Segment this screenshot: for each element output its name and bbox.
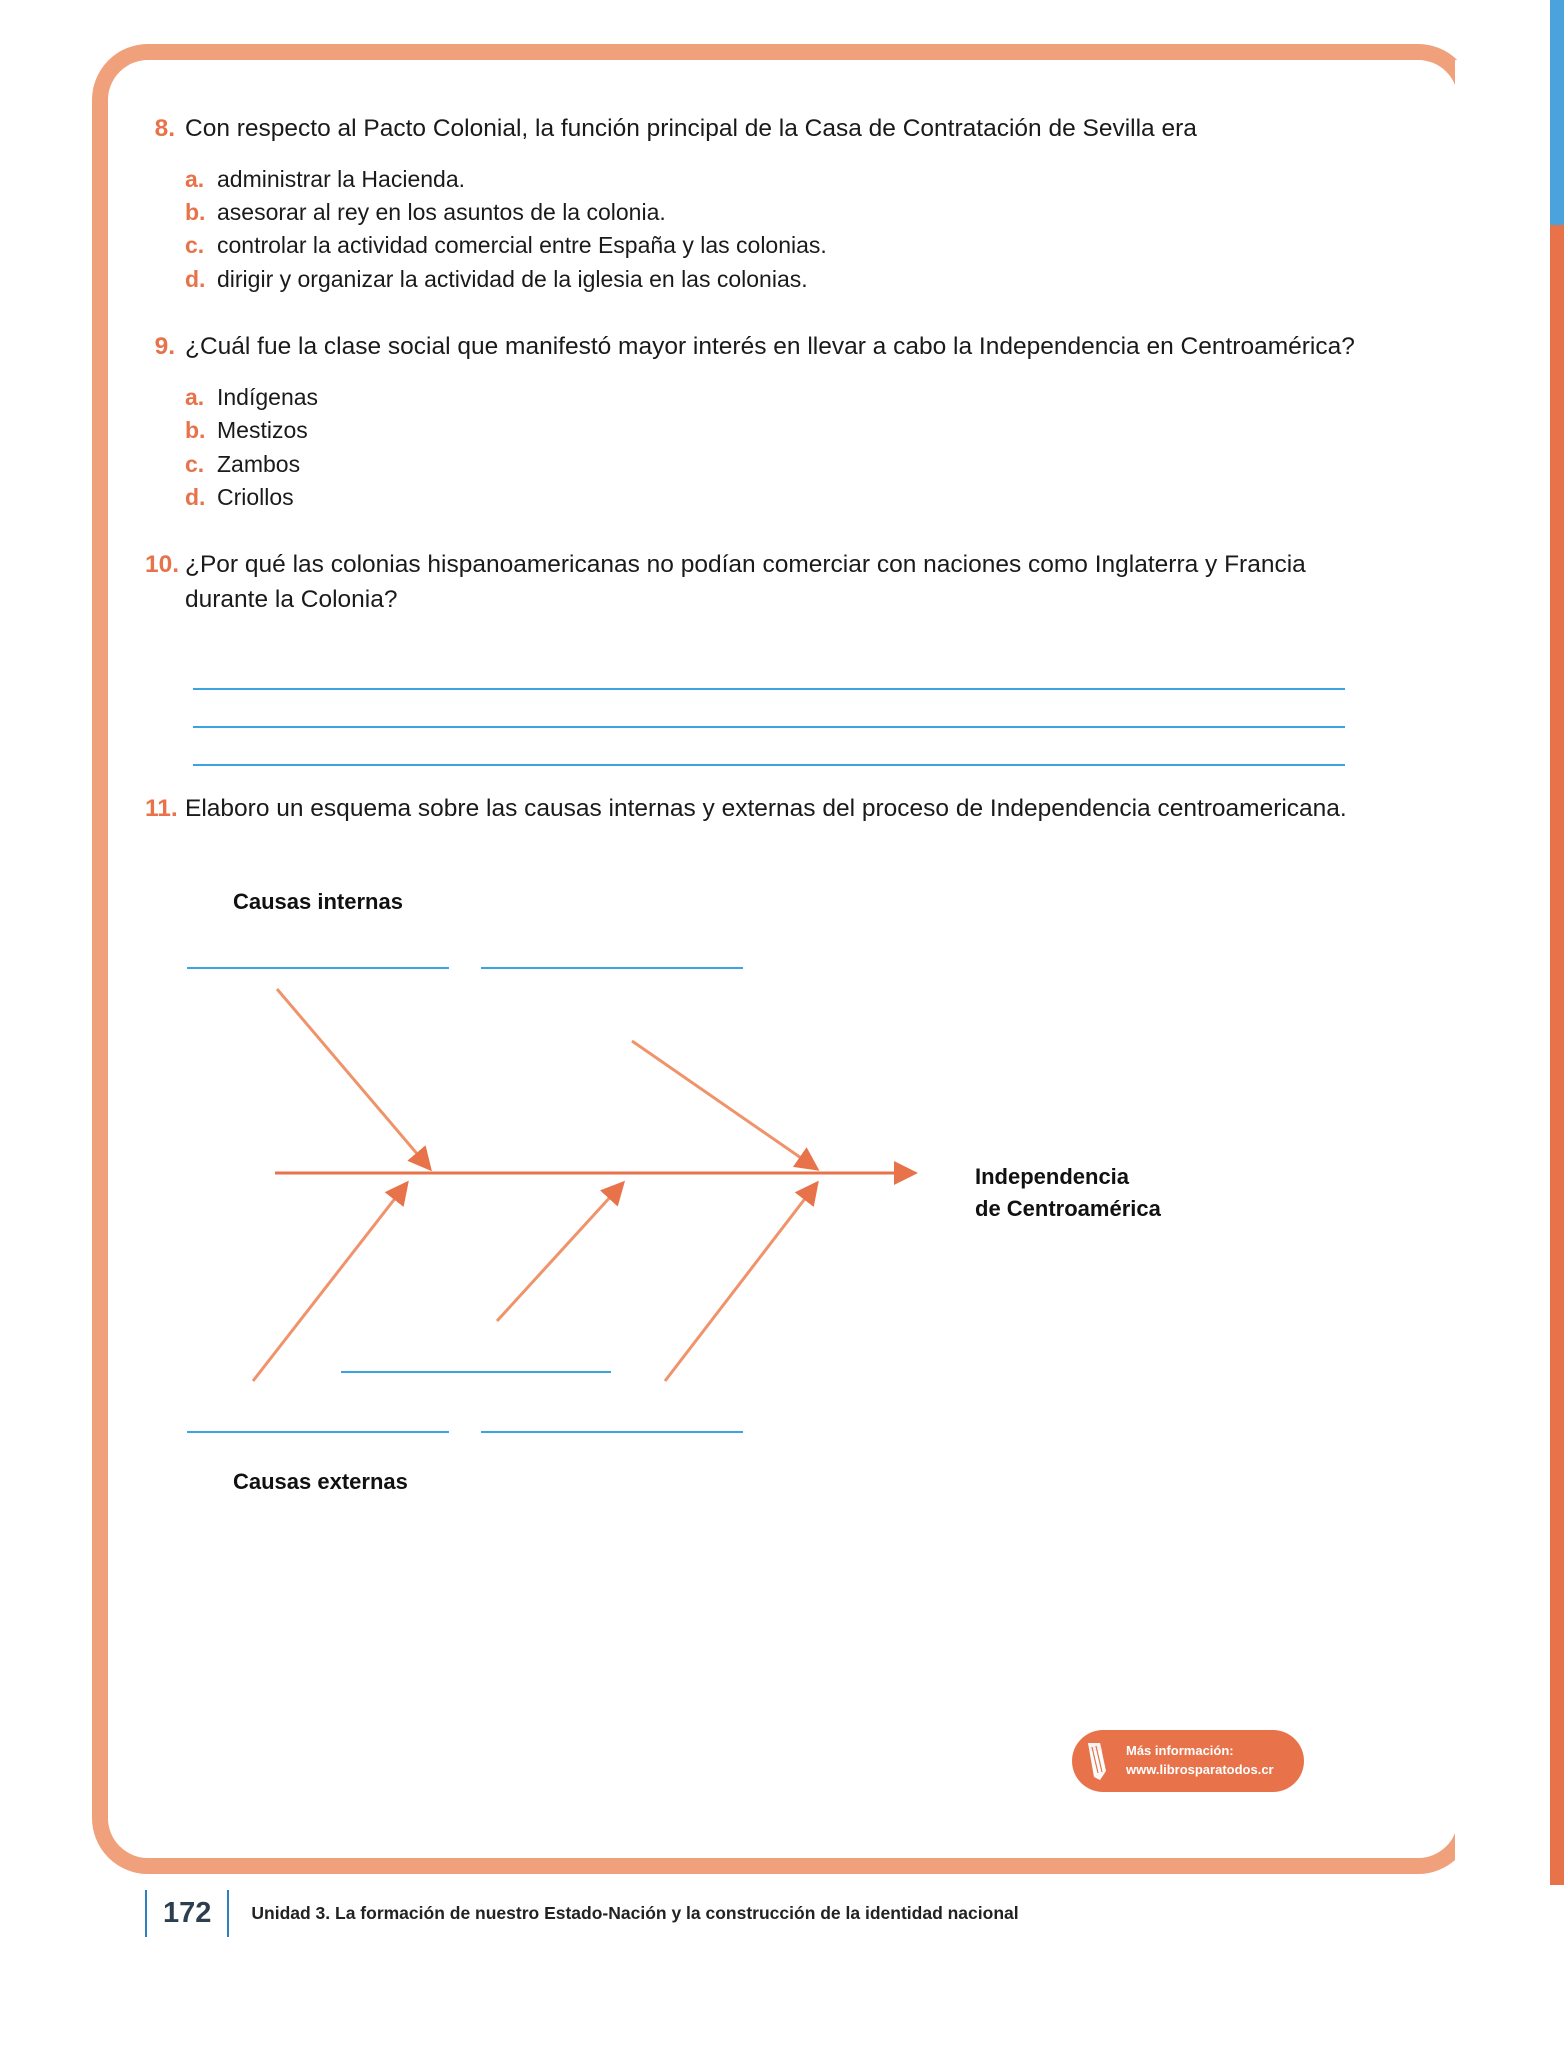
option-item[interactable] [185, 163, 1390, 196]
diagram-blank-line[interactable] [187, 967, 449, 969]
question-text: Con respecto al Pacto Colonial, la función principal de la Casa de Contratación de Sevilla era [185, 115, 1197, 142]
badge-line1: Más información: [1126, 1743, 1234, 1759]
answer-line[interactable] [193, 690, 1345, 728]
option-text: controlar la actividad comercial entre España y las colonias. [217, 232, 827, 259]
label-causas-externas: Causas externas [233, 1468, 408, 1494]
more-info-badge[interactable] [1072, 1730, 1304, 1792]
option-item[interactable] [185, 229, 1390, 262]
option-letter: a. [185, 165, 205, 192]
question-number: 8. [154, 115, 175, 142]
answer-lines-10 [193, 652, 1345, 766]
option-item[interactable] [185, 263, 1390, 296]
option-item[interactable] [185, 448, 1390, 481]
option-text: asesorar al rey en los asuntos de la colonia. [217, 199, 666, 226]
frame-mask [1455, 60, 1485, 1860]
option-item[interactable] [185, 196, 1390, 229]
answer-line[interactable] [193, 652, 1345, 690]
question-text: ¿Por qué las colonias hispanoamericanas no podían comerciar con naciones como Inglaterra y Francia durante la Colonia? [185, 551, 1306, 614]
edge-tab-orange [1550, 225, 1564, 1885]
page-footer [145, 1890, 1019, 1937]
option-text: dirigir y organizar la actividad de la iglesia en las colonias. [217, 265, 808, 292]
option-letter: d. [185, 265, 206, 292]
label-result-line2: de Centroamérica [975, 1195, 1161, 1221]
option-text: administrar la Hacienda. [217, 165, 466, 192]
option-letter: c. [185, 232, 205, 259]
answer-line[interactable] [193, 728, 1345, 766]
question-11 [145, 792, 1390, 827]
question-text: Elaboro un esquema sobre las causas internas y externas del proceso de Independencia centroamericana. [185, 794, 1347, 822]
option-text: Mestizos [217, 417, 308, 444]
question-number: 11. [145, 794, 178, 822]
question-10 [145, 548, 1390, 618]
diagram-blank-line[interactable] [481, 1431, 743, 1433]
option-letter: b. [185, 199, 206, 226]
option-item[interactable] [185, 481, 1390, 514]
edge-tab-blue [1550, 0, 1564, 225]
option-item[interactable] [185, 381, 1390, 414]
fishbone-diagram [145, 871, 1390, 1511]
question-number: 9. [154, 333, 175, 361]
badge-text [1126, 1742, 1274, 1780]
page-number: 172 [145, 1890, 229, 1937]
pencil-icon [1084, 1741, 1118, 1781]
question-number: 10. [145, 551, 180, 579]
question-8 [145, 112, 1390, 147]
diagram-blank-line[interactable] [341, 1371, 611, 1373]
options-8 [185, 163, 1390, 296]
page-content [145, 112, 1390, 1511]
option-letter: d. [185, 483, 206, 510]
option-text: Indígenas [217, 383, 319, 410]
footer-unit-text: Unidad 3. La formación de nuestro Estado-Nación y la construcción de la identidad nacional [251, 1903, 1019, 1924]
option-item[interactable] [185, 414, 1390, 447]
option-letter: b. [185, 417, 206, 444]
diagram-blank-line[interactable] [187, 1431, 449, 1433]
badge-line2: www.librosparatodos.cr [1126, 1762, 1274, 1777]
option-letter: a. [185, 383, 205, 410]
label-result-line1: Independencia [975, 1163, 1130, 1189]
question-text: ¿Cuál fue la clase social que manifestó mayor interés en llevar a cabo la Independencia en Centroamérica? [185, 333, 1355, 361]
question-9 [145, 330, 1390, 365]
option-text: Zambos [217, 450, 301, 477]
options-9 [185, 381, 1390, 514]
label-causas-internas: Causas internas [233, 888, 403, 914]
diagram-blank-line[interactable] [481, 967, 743, 969]
option-text: Criollos [217, 483, 294, 510]
option-letter: c. [185, 450, 205, 477]
